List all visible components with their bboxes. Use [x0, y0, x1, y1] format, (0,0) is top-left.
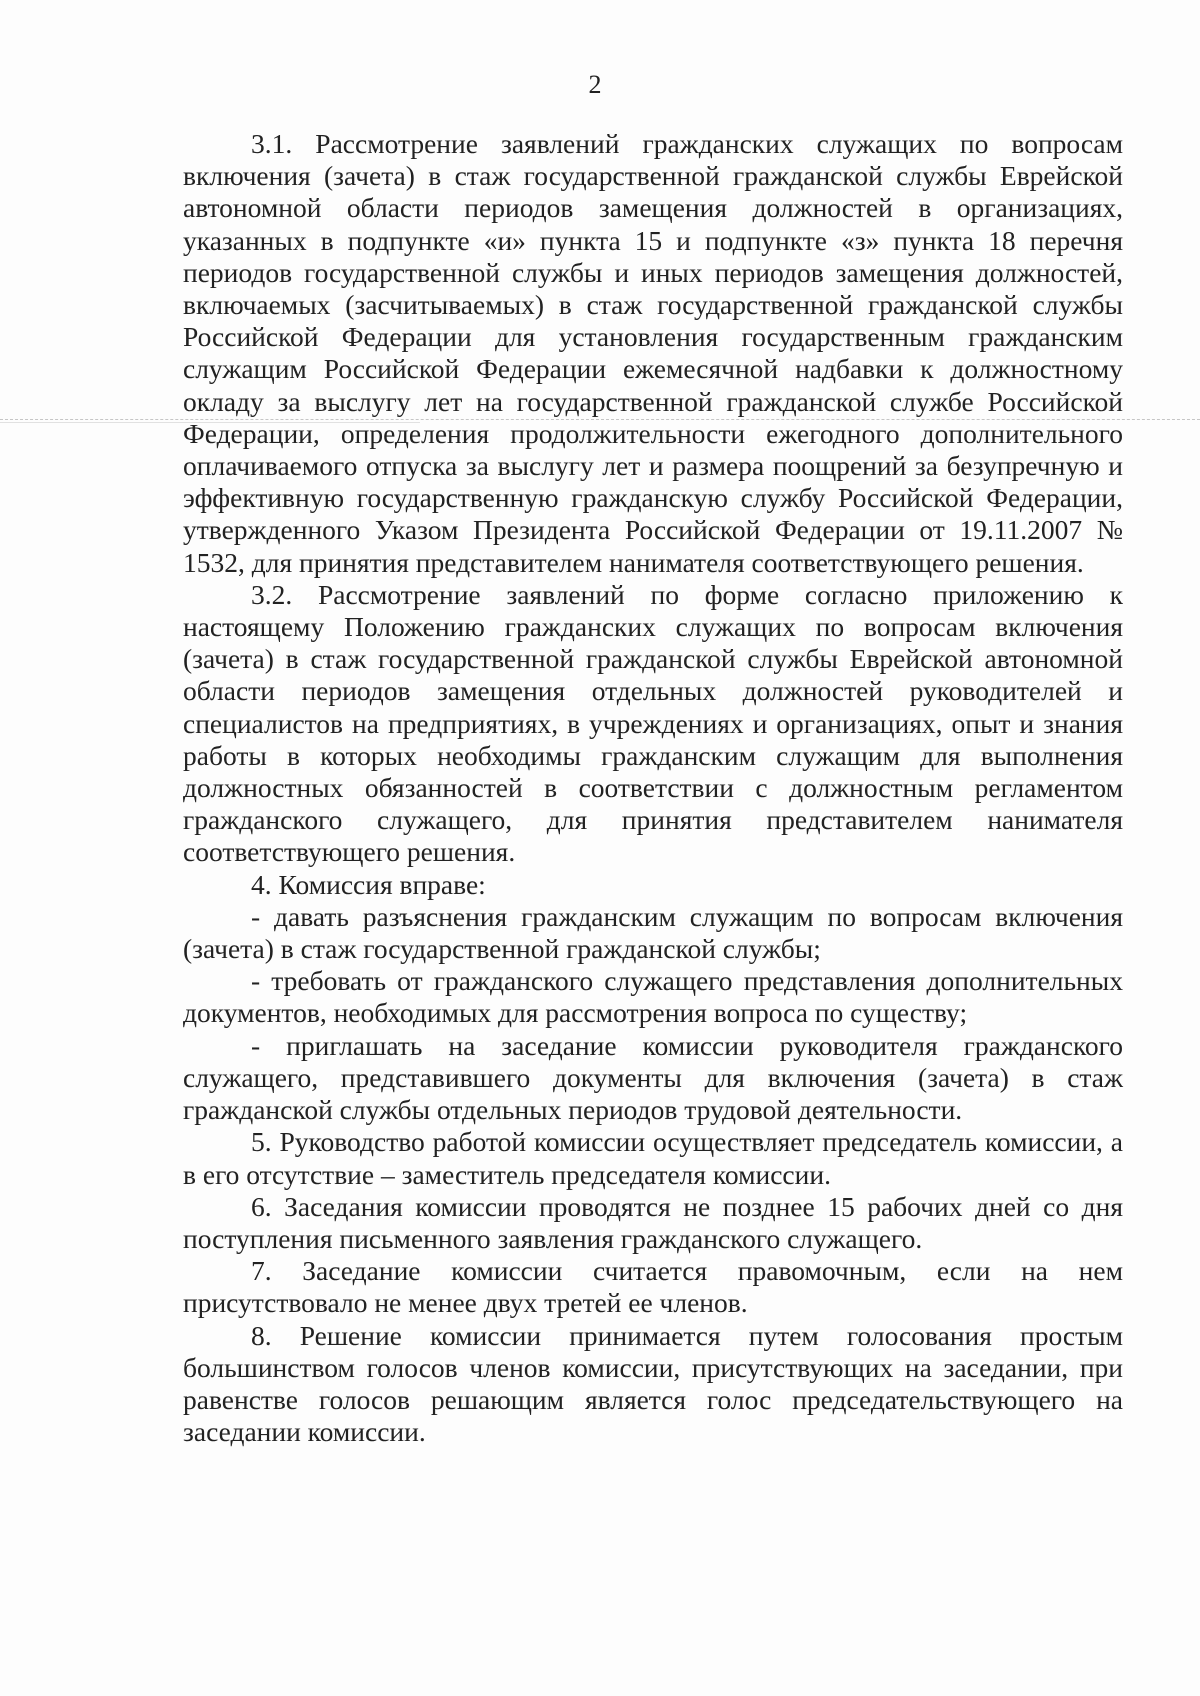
paragraph-7: 7. Заседание комиссии считается правомочным, если на нем присутствовало не менее двух третей ее членов.	[183, 1255, 1123, 1319]
paragraph-3-2: 3.2. Рассмотрение заявлений по форме согласно приложению к настоящему Положению гражданских служащих по вопросам включения (зачета) в стаж государственной гражданской службы Еврейской автономной области периодов замещения отдельных должностей руководителей и специалистов на предприятиях, в учреждениях и организациях, опыт и знания работы в которых необходимы гражданским служащим для выполнения должностных обязанностей в соответствии с должностным регламентом гражданского служащего, для принятия представителем нанимателя соответствующего решения.	[183, 578, 1123, 868]
paragraph-3-1: 3.1. Рассмотрение заявлений гражданских служащих по вопросам включения (зачета) в стаж государственной гражданской службы Еврейской автономной области периодов замещения должностей в организациях, указанных в подпункте «и» пункта 15 и подпункте «з» пункта 18 перечня периодов государственной службы и иных периодов замещения должностей, включаемых (засчитываемых) в стаж государственной гражданской службы Российской Федерации для установления государственным гражданским служащим Российской Федерации ежемесячной надбавки к должностному окладу за выслугу лет на государственной гражданской службе Российской Федерации, определения продолжительности ежегодного дополнительного оплачиваемого отпуска за выслугу лет и размера поощрений за безупречную и эффективную государственную гражданскую службу Российской Федерации, утвержденного Указом Президента Российской Федерации от 19.11.2007 № 1532, для принятия представителем нанимателя соответствующего решения.	[183, 128, 1123, 578]
page-number: 2	[588, 70, 602, 99]
paragraph-4-item-1: - давать разъяснения гражданским служащим по вопросам включения (зачета) в стаж государственной гражданской службы;	[183, 900, 1123, 965]
paragraph-8: 8. Решение комиссии принимается путем голосования простым большинством голосов членов комиссии, присутствующих на заседании, при равенстве голосов решающим является голос председательствующего на заседании комиссии.	[183, 1319, 1123, 1448]
paragraph-4-item-2: - требовать от гражданского служащего представления дополнительных документов, необходимых для рассмотрения вопроса по существу;	[183, 965, 1123, 1029]
paragraph-4: 4. Комиссия вправе:	[251, 868, 486, 900]
document-body	[183, 128, 1123, 1448]
paragraph-6: 6. Заседания комиссии проводятся не позднее 15 рабочих дней со дня поступления письменного заявления гражданского служащего.	[183, 1190, 1123, 1254]
paragraph-4-item-3: - приглашать на заседание комиссии руководителя гражданского служащего, представившего документы для включения (зачета) в стаж гражданской службы отдельных периодов трудовой деятельности.	[183, 1029, 1123, 1126]
paragraph-5: 5. Руководство работой комиссии осуществляет председатель комиссии, а в его отсутствие – заместитель председателя комиссии.	[183, 1126, 1123, 1190]
